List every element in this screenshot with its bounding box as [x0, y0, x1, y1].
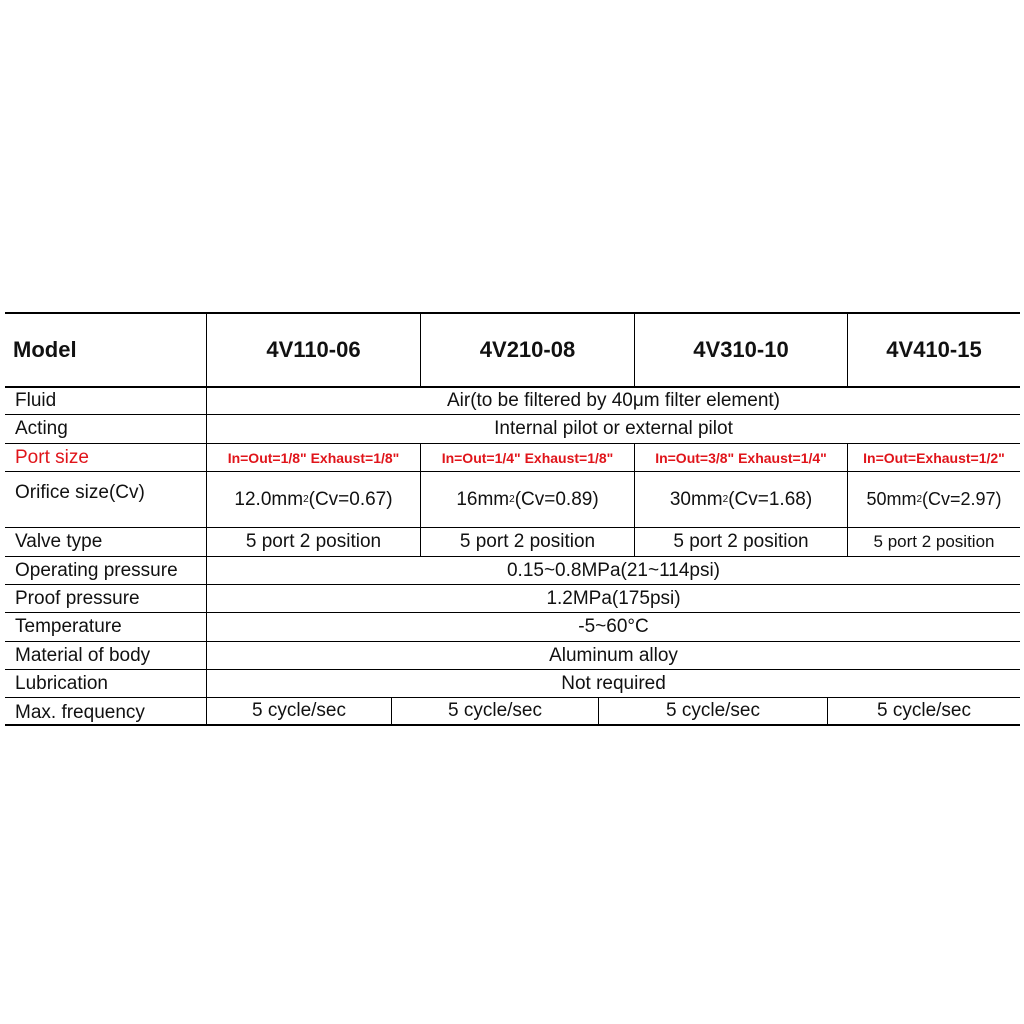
material-value: Aluminum alloy [549, 644, 678, 666]
orifice-value: 50mm 2 (Cv=2.97) [866, 489, 1002, 509]
valve-type-label: Valve type [15, 531, 103, 552]
valve-type-value: 5 port 2 position [459, 531, 596, 552]
port-size-value: In=Out=3/8" Exhaust=1/4" [655, 449, 827, 466]
fluid-value: Air(to be filtered by 40μm filter element) [446, 390, 781, 411]
max-frequency-value: 5 cycle/sec [877, 700, 971, 721]
model-4v410: 4V410-15 [886, 337, 982, 362]
valve-type-value: 5 port 2 position [245, 531, 382, 552]
proof-pressure-value: 1.2MPa(175psi) [546, 587, 681, 609]
valve-type-value: 5 port 2 position [673, 531, 809, 552]
model-4v210: 4V210-08 [479, 337, 576, 362]
model-4v110: 4V110-06 [266, 337, 361, 362]
temperature-label: Temperature [15, 616, 122, 637]
port-size-label: Port size [15, 446, 89, 468]
operating-pressure-label: Operating pressure [15, 559, 178, 581]
fluid-label: Fluid [15, 390, 57, 411]
max-frequency-value: 5 cycle/sec [448, 700, 542, 721]
acting-label: Acting [15, 418, 68, 439]
lubrication-label: Lubrication [15, 672, 108, 694]
max-frequency-value: 5 cycle/sec [666, 700, 760, 721]
port-size-value: In=Out=1/4" Exhaust=1/8" [441, 449, 614, 466]
acting-value: Internal pilot or external pilot [494, 418, 733, 439]
proof-pressure-label: Proof pressure [15, 587, 140, 609]
orifice-value: 16mm 2 (Cv=0.89) [456, 488, 599, 510]
port-size-value: In=Out=1/8" Exhaust=1/8" [227, 449, 400, 466]
port-size-value: In=Out=Exhaust=1/2" [863, 449, 1005, 466]
spec-table [5, 0, 1020, 1024]
orifice-value: 30mm 2 (Cv=1.68) [669, 488, 813, 510]
header-model-label: Model [13, 337, 77, 362]
valve-type-value: 5 port 2 position [873, 532, 995, 551]
orifice-value: 12.0mm 2 (Cv=0.67) [234, 488, 393, 510]
lubrication-value: Not required [561, 672, 666, 694]
max-frequency-value: 5 cycle/sec [252, 700, 346, 721]
material-label: Material of body [15, 644, 151, 666]
operating-pressure-value: 0.15~0.8MPa(21~114psi) [506, 559, 721, 581]
temperature-value: -5~60°C [578, 616, 649, 637]
max-frequency-label: Max. frequency [15, 702, 145, 723]
orifice-label: Orifice size(Cv) [15, 482, 145, 503]
model-4v310: 4V310-10 [693, 337, 789, 362]
